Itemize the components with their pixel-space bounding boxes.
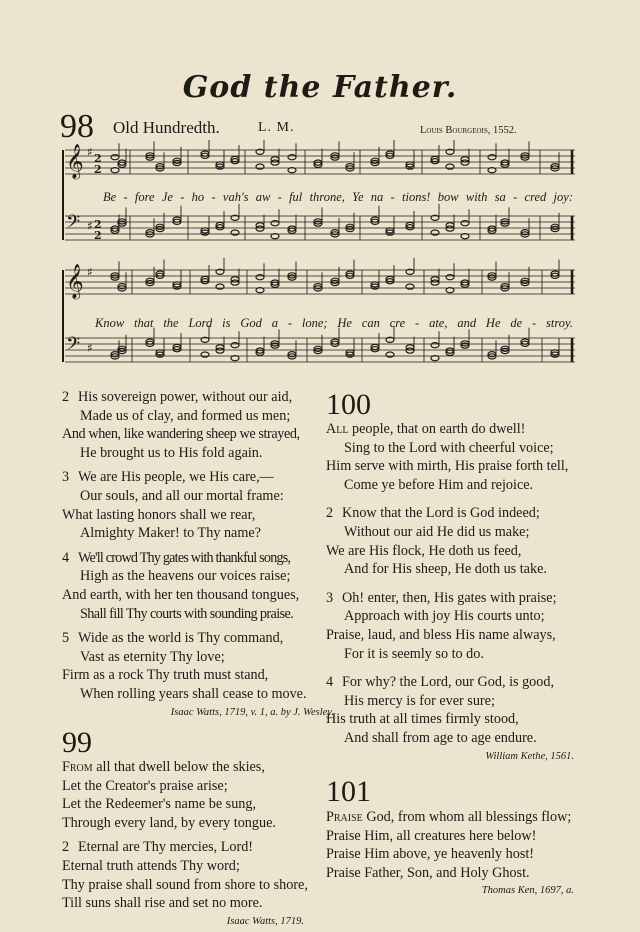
verse-line: Praise Father, Son, and Holy Ghost. [326,864,530,881]
note-head [111,155,119,160]
hymn-98-composer: Louis Bourgeois, 1552. [420,125,517,136]
music-score [60,140,585,380]
time-signature: 2 [94,218,102,231]
verse-line: For it is seemly so to do. [344,645,484,662]
right-column [326,390,588,901]
hymn-99-verse-1 [62,758,334,832]
section-title: God the Father. [182,70,458,105]
hymn-100-verse-3 [326,589,588,663]
verse-line: His sovereign power, without our aid, [78,389,293,405]
verse-line: Come ye before Him and rejoice. [344,476,534,493]
note-head [431,230,439,235]
verse-line: He brought us to His fold again. [80,444,263,461]
verse-number: 2 [62,389,70,405]
hymn-99-verse-2 [62,838,334,912]
key-signature-sharp: ♯ [87,145,93,159]
note-head [488,155,496,160]
verse-line: God, from whom all blessings flow; [366,809,572,826]
verse-line: Eternal are Thy mercies, Lord! [78,839,254,856]
note-head [386,352,394,357]
verse-line: Sing to the Lord with cheerful voice; [344,439,554,456]
verse-line: Till suns shall rise and set no more. [62,895,263,912]
verse-line: Wide as the world is Thy command, [78,630,284,647]
hymn-98-verses [62,388,334,931]
verse-line: And earth, with her ten thousand tongues, [62,586,300,603]
verse-line: Let the Creator's praise arise; [62,777,228,794]
verse-line: Vast as eternity Thy love; [80,648,225,665]
note-head [461,221,469,226]
verse-line: people, that on earth do dwell! [352,421,526,437]
note-head [201,352,209,357]
verse-line: Without our aid He did us make; [344,523,530,540]
verse-line: Our souls, and all our mortal frame: [80,487,284,504]
verse-line: Shall fill Thy courts with sounding praise. [80,605,294,622]
verse-line: Praise, laud, and bless His name always, [326,626,556,643]
hymn-98-verse-4 [62,549,334,623]
note-head [256,275,264,280]
note-head [271,221,279,226]
key-signature-sharp: ♯ [87,265,93,279]
time-signature: 2 [94,163,102,176]
note-head [431,343,439,348]
note-head [446,275,454,280]
verse-line: When rolling years shall cease to move. [80,685,307,702]
verse-line: High as the heavens our voices raise; [80,568,291,585]
key-signature-sharp: ♯ [87,341,93,355]
note-head [256,223,264,228]
verse-line: Almighty Maker! to Thy name? [80,525,261,542]
hymn-100-verse-4 [326,673,588,747]
hymn-98-meter: L. M. [258,120,295,135]
note-head [231,230,239,235]
hymn-101-number: 101 [326,775,371,809]
hymn-98-verse-3 [62,468,334,542]
first-word: Praise [326,809,363,826]
verse-line: We are His people, we His care,— [78,469,274,486]
note-head [256,164,264,169]
hymn-98-verse-2 [62,388,334,462]
verse-line: For why? the Lord, our God, is good, [342,674,555,691]
hymn-99-number: 99 [62,726,92,760]
verse-line: Let the Redeemer's name be sung, [62,796,257,813]
verse-number: 2 [62,839,70,856]
hymn-98-number: 98 [60,108,94,145]
note-head [271,157,279,162]
time-signature: 2 [94,152,102,165]
verse-number: 3 [326,589,334,606]
note-head [231,343,239,348]
hymn-98-tune-name: Old Hundredth. [113,118,220,137]
hymn-101-attribution: Thomas Ken, 1697, a. [481,885,574,897]
verse-line: Thy praise shall sound from shore to shore, [62,876,308,893]
verse-line: Praise Him above, ye heavenly host! [326,846,535,863]
treble-clef: 𝄞 [66,144,84,179]
verse-line: Eternal truth attends Thy word; [62,858,240,875]
note-head [216,284,224,289]
verse-line: Praise Him, all creatures here below! [326,827,537,844]
hymn-99-attribution: Isaac Watts, 1719. [226,915,304,927]
note-head [446,223,454,228]
treble-clef: 𝄞 [66,264,84,299]
verse-line: And for His sheep, He doth us take. [344,561,547,578]
hymn-101-verse-1 [326,808,588,882]
verse-line: all that dwell below the skies, [96,759,265,776]
verse-line: Him serve with mirth, His praise forth tell, [326,458,569,475]
bass-clef: 𝄢 [66,334,81,359]
note-head [406,284,414,289]
verse-line: Oh! enter, then, His gates with praise; [342,589,557,606]
verse-number: 2 [326,505,334,522]
verse-number: 4 [62,549,70,566]
first-word: All [326,421,349,437]
hymn-100-attribution: William Kethe, 1561. [485,750,574,762]
key-signature-sharp: ♯ [87,219,93,233]
note-head [446,164,454,169]
verse-number: 5 [62,630,70,647]
verse-line: And when, like wandering sheep we strayed, [62,426,300,443]
note-head [461,157,469,162]
verse-number: 4 [326,674,334,691]
verse-line: Firm as a rock Thy truth must stand, [62,667,269,684]
verse-line: Approach with joy His courts unto; [344,608,545,625]
verse-number: 3 [62,469,70,486]
note-head [288,155,296,160]
verse-line: His mercy is for ever sure; [344,692,495,709]
verse-line: Through every land, by every tongue. [62,814,276,831]
verse-line: What lasting honors shall we rear, [62,506,256,523]
music-lyric-line-2: Know that the Lord is God a - lone; He can cre - ate, and He de - stroy. [95,316,573,330]
bass-clef: 𝄢 [66,212,81,237]
verse-line: Know that the Lord is God indeed; [342,505,540,522]
verse-line: We'll crowd Thy gates with thankful songs, [78,549,291,566]
music-lyric-line-1: Be - fore Je - ho - vah's aw - ful throne, Ye na - tions! bow with sa - cred joy: [103,190,573,204]
verse-line: His truth at all times firmly stood, [326,711,519,728]
verse-line: We are His flock, He doth us feed, [326,542,522,559]
verse-line: Made us of clay, and formed us men; [80,407,291,424]
hymn-100-verse-1 [326,420,588,494]
verse-line: And shall from age to age endure. [344,729,537,746]
hymn-98-verse-5 [62,629,334,703]
hymn-100-number: 100 [326,388,371,421]
first-word: From [62,759,93,776]
hymn-100-verse-2 [326,504,588,578]
time-signature: 2 [94,229,102,242]
hymn-98-attribution: Isaac Watts, 1719, v. 1, a. by J. Wesley. [170,706,334,718]
